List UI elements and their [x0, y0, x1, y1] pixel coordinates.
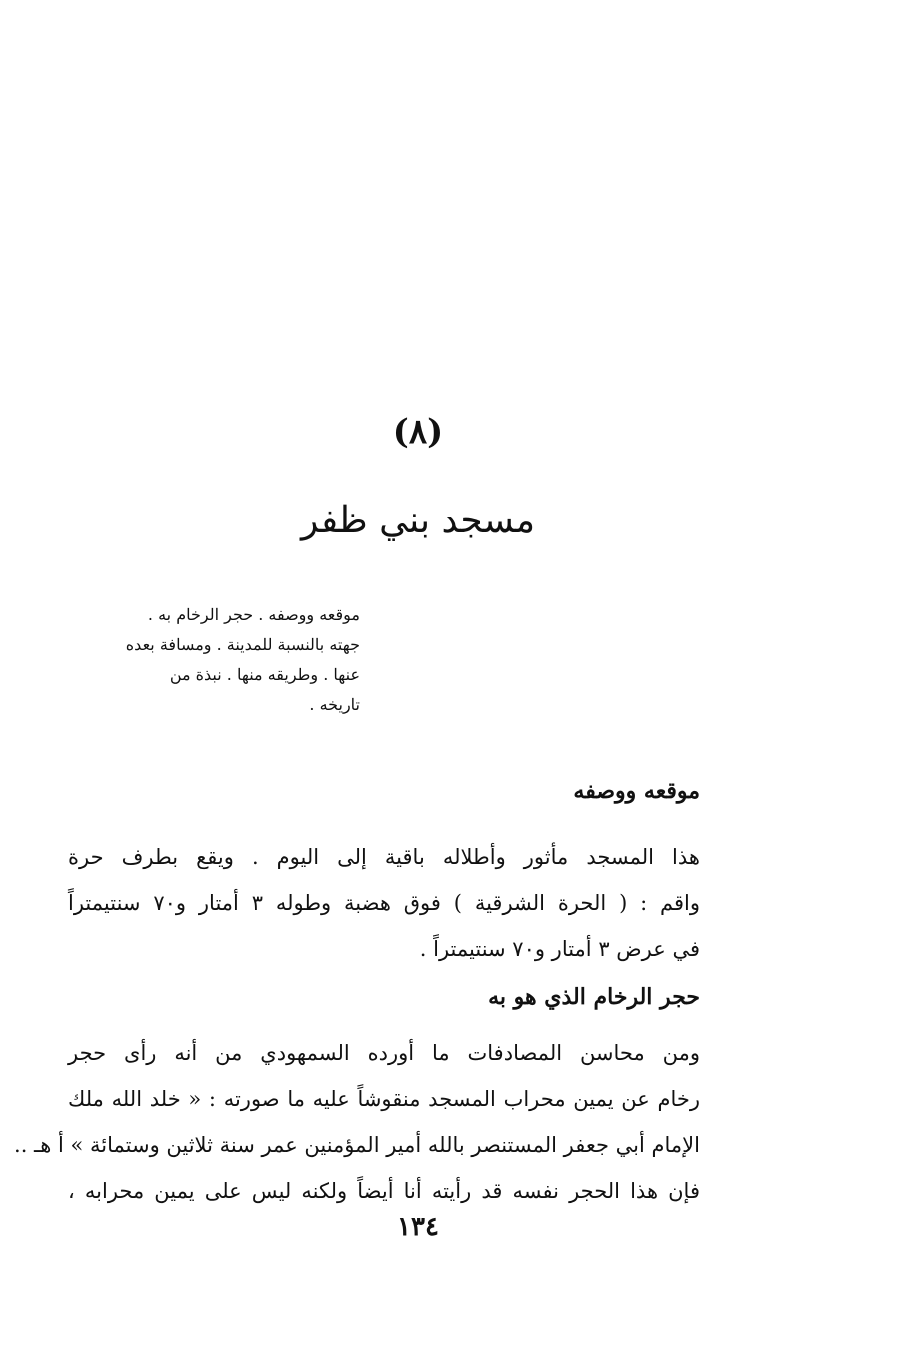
paragraph-line: رخام عن يمين محراب المسجد منقوشاً عليه ما صورته : « خلد الله ملك — [68, 1087, 700, 1111]
section-heading-location: موقعه ووصفه — [573, 778, 700, 804]
page-number: ١٣٤ — [397, 1212, 439, 1242]
paragraph-line: ومن محاسن المصادفات ما أورده السمهودي من أنه رأى حجر — [68, 1041, 700, 1065]
section-heading-marble-stone: حجر الرخام الذي هو به — [488, 984, 700, 1010]
summary-line: موقعه ووصفه . حجر الرخام به . — [147, 605, 360, 624]
paragraph-line: واقم : ( الحرة الشرقية ) فوق هضبة وطوله ٣ أمتار و٧٠ سنتيمتراً — [68, 891, 701, 915]
chapter-summary — [70, 600, 360, 720]
summary-line: جهته بالنسبة للمدينة . ومسافة بعده — [125, 635, 360, 654]
summary-line: عنها . وطريقه منها . نبذة من — [169, 665, 360, 684]
paragraph-line: هذا المسجد مأثور وأطلاله باقية إلى اليوم . ويقع بطرف حرة — [68, 845, 700, 869]
section-paragraph-marble-stone — [14, 1030, 700, 1214]
paragraph-line: في عرض ٣ أمتار و٧٠ سنتيمتراً . — [419, 937, 700, 961]
paragraph-line: فإن هذا الحجر نفسه قد رأيته أنا أيضاً ولكنه ليس على يمين محرابه ، — [68, 1179, 700, 1203]
paragraph-line: الإمام أبي جعفر المستنصر بالله أمير المؤمنين عمر سنة ثلاثين وستمائة » أ هـ .. — [14, 1133, 700, 1157]
chapter-number: (٨) — [392, 412, 444, 452]
chapter-title: مسجد بني ظفر — [300, 500, 536, 541]
summary-line: تاريخه . — [309, 695, 360, 714]
section-paragraph-location — [68, 834, 700, 972]
